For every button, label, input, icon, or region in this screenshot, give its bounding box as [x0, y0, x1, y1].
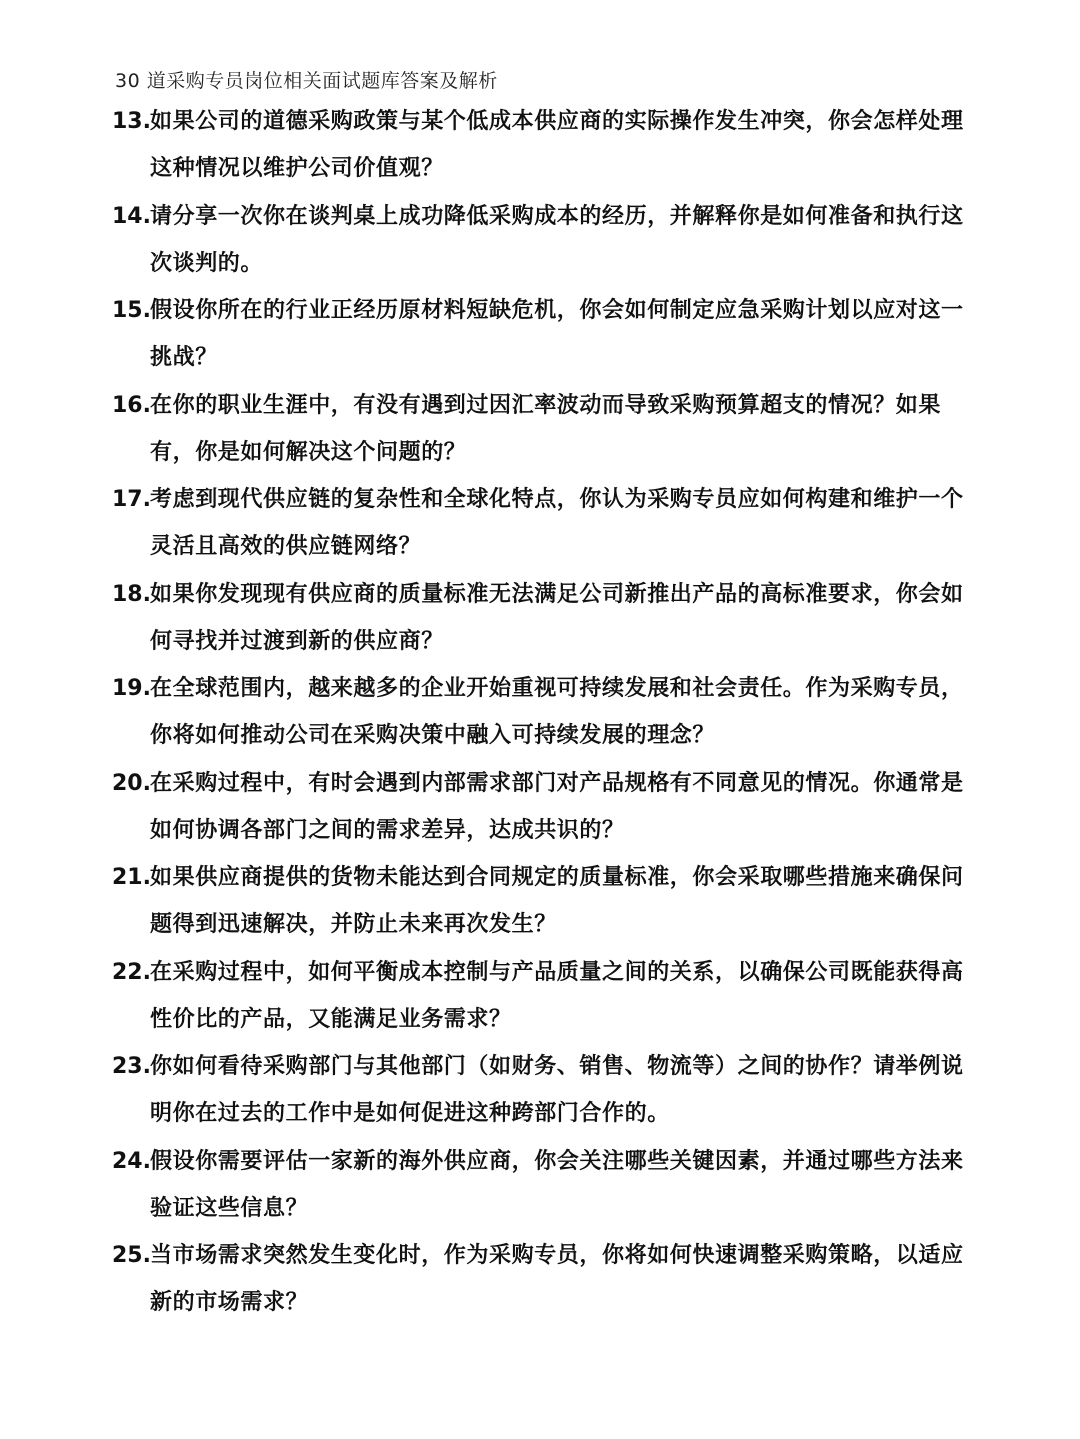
- question-number: 16.: [112, 392, 151, 418]
- question-number: 22.: [112, 959, 151, 985]
- question-list: [112, 98, 972, 1327]
- question-item: [112, 665, 972, 760]
- question-text: 如果你发现现有供应商的质量标准无法满足公司新推出产品的高标准要求，你会如何寻找并过渡到新的供应商？: [150, 581, 964, 654]
- question-text: 在全球范围内，越来越多的企业开始重视可持续发展和社会责任。作为采购专员，你将如何推动公司在采购决策中融入可持续发展的理念？: [150, 676, 964, 748]
- question-text: 假设你所在的行业正经历原材料短缺危机，你会如何制定应急采购计划以应对这一挑战？: [150, 298, 964, 370]
- question-item: [112, 1043, 972, 1138]
- question-number: 23.: [112, 1054, 151, 1079]
- question-number: 18.: [112, 581, 151, 607]
- question-number: 13.: [112, 109, 151, 134]
- question-item: [112, 193, 972, 288]
- question-number: 17.: [112, 487, 151, 512]
- question-item: [112, 760, 972, 855]
- question-number: 25.: [112, 1243, 151, 1268]
- question-text: 在你的职业生涯中，有没有遇到过因汇率波动而导致采购预算超支的情况？如果有，你是如何解决这个问题的？: [150, 392, 942, 465]
- question-item: [112, 1232, 972, 1327]
- question-text: 考虑到现代供应链的复杂性和全球化特点，你认为采购专员应如何构建和维护一个灵活且高效的供应链网络？: [150, 487, 964, 559]
- question-item: [112, 854, 972, 949]
- question-number: 15.: [112, 298, 151, 323]
- question-item: [112, 476, 972, 571]
- question-item: [112, 1138, 972, 1233]
- question-text: 请分享一次你在谈判桌上成功降低采购成本的经历，并解释你是如何准备和执行这次谈判的。: [150, 203, 964, 276]
- question-text: 在采购过程中，有时会遇到内部需求部门对产品规格有不同意见的情况。你通常是如何协调各部门之间的需求差异，达成共识的？: [150, 770, 964, 843]
- question-text: 如果公司的道德采购政策与某个低成本供应商的实际操作发生冲突，你会怎样处理这种情况以维护公司价值观？: [150, 109, 964, 181]
- question-number: 20.: [112, 770, 151, 796]
- question-number: 14.: [112, 203, 151, 229]
- question-item: [112, 287, 972, 382]
- question-item: [112, 98, 972, 193]
- question-text: 假设你需要评估一家新的海外供应商，你会关注哪些关键因素，并通过哪些方法来验证这些信息？: [150, 1148, 964, 1221]
- question-item: [112, 382, 972, 477]
- question-number: 24.: [112, 1148, 151, 1174]
- question-text: 当市场需求突然发生变化时，作为采购专员，你将如何快速调整采购策略，以适应新的市场需求？: [150, 1243, 964, 1315]
- question-item: [112, 949, 972, 1044]
- question-number: 21.: [112, 865, 151, 890]
- question-item: [112, 571, 972, 666]
- document-header: 30 道采购专员岗位相关面试题库答案及解析: [115, 70, 498, 92]
- question-text: 在采购过程中，如何平衡成本控制与产品质量之间的关系，以确保公司既能获得高性价比的产品，又能满足业务需求？: [150, 959, 964, 1032]
- question-number: 19.: [112, 676, 151, 701]
- question-text: 你如何看待采购部门与其他部门（如财务、销售、物流等）之间的协作？请举例说明你在过去的工作中是如何促进这种跨部门合作的。: [150, 1054, 964, 1126]
- question-text: 如果供应商提供的货物未能达到合同规定的质量标准，你会采取哪些措施来确保问题得到迅速解决，并防止未来再次发生？: [150, 865, 964, 937]
